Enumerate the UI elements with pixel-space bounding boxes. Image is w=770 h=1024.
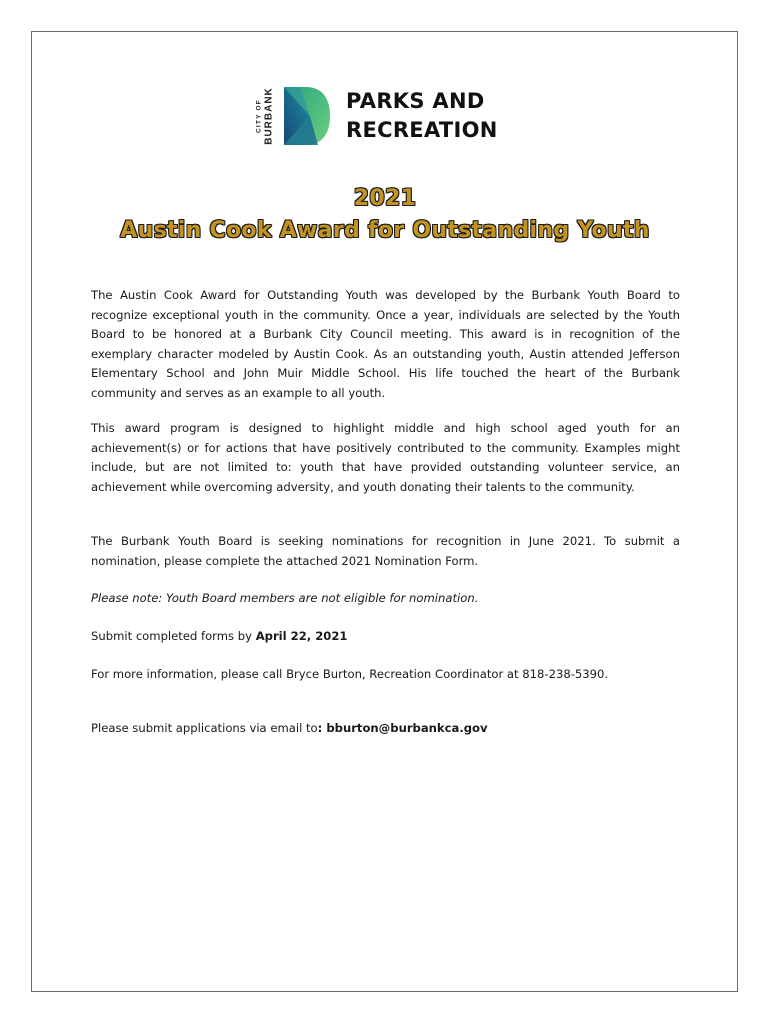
logo-city-label <box>254 85 276 147</box>
deadline-prefix: Submit completed forms by <box>91 629 256 643</box>
paragraph-intro: The Austin Cook Award for Outstanding Youth was developed by the Burbank Youth Board to recognize exceptional youth in the community. Once a year, individuals are selected by the Youth Board to be honored at a Burbank City Council meeting. This award is in recognition of the exemplary character modeled by Austin Cook. As an outstanding youth, Austin attended Jefferson Elementary School and John Muir Middle School. His life touched the heart of the Burbank community and serves as an example to all youth. <box>91 288 680 400</box>
paragraph-program: This award program is designed to highlight middle and high school aged youth for an achievement(s) or for actions that have positively contributed to the community. Examples might include, but are not limited to: youth that have provided outstanding volunteer service, an achievement while overcoming adversity, and youth donating their talents to the community. <box>91 421 680 494</box>
logo-wordmark <box>346 87 498 145</box>
logo-line-1: PARKS AND <box>346 89 485 113</box>
page-border <box>31 31 738 992</box>
logo-city-of: CITY OF <box>255 99 263 133</box>
paragraph-email <box>91 719 680 739</box>
logo-city-name: BURBANK <box>262 87 274 145</box>
paragraph-deadline <box>91 627 680 647</box>
logo-line-2: RECREATION <box>346 118 498 142</box>
email-link[interactable]: bburton@burbankca.gov <box>326 721 488 735</box>
title-award-name: Austin Cook Award for Outstanding Youth <box>120 218 650 243</box>
email-colon: : <box>317 721 327 735</box>
deadline-date: April 22, 2021 <box>255 629 348 643</box>
burbank-parks-logo <box>254 85 498 147</box>
paragraph-note: Please note: Youth Board members are not eligible for nomination. <box>91 591 479 605</box>
email-prefix: Please submit applications via email to <box>91 721 318 735</box>
title-year: 2021 <box>353 186 417 211</box>
paragraph-contact: For more information, please call Bryce Burton, Recreation Coordinator at 818-238-5390. <box>91 667 609 681</box>
page-title <box>0 183 770 247</box>
b-mark-icon <box>280 85 332 147</box>
paragraph-nominations: The Burbank Youth Board is seeking nominations for recognition in June 2021. To submit a nomination, please complete the attached 2021 Nomination Form. <box>91 534 680 568</box>
